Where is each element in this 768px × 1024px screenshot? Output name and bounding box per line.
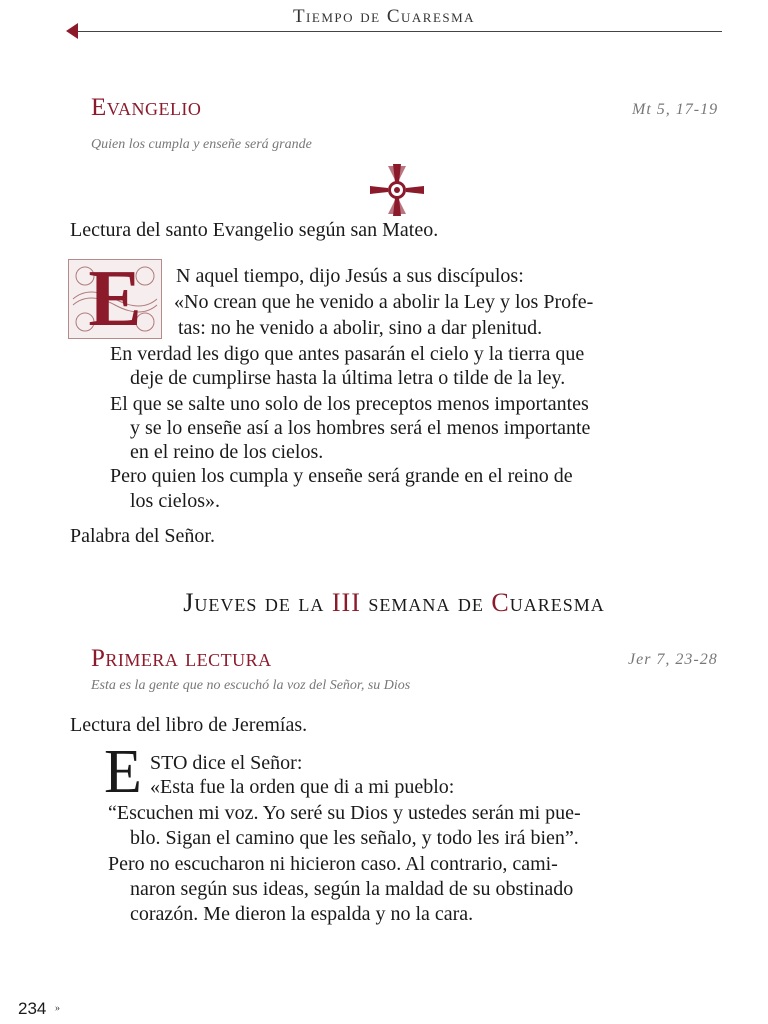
arrow-left-icon [66,23,78,39]
gospel-reference: Mt 5, 17-19 [632,101,719,118]
reading-line: «Esta fue la orden que di a mi pueblo: [150,776,455,798]
gospel-line: en el reino de los cielos. [130,441,324,463]
day-heading-season-initial: C [491,588,510,617]
gospel-subtitle: Quien los cumpla y enseñe será grande [91,137,312,152]
reading-line: naron según sus ideas, según la maldad de su obstinado [130,878,574,900]
gospel-line: El que se salte uno solo de los preceptos menos importantes [110,393,589,415]
reading-line: STO dice el Señor: [150,752,303,774]
day-heading-part: semana de [360,588,492,617]
drop-cap-initial: E [104,738,142,806]
gospel-line: Pero quien los cumpla y enseñe será grande en el reino de [110,465,573,487]
reading-line: corazón. Me dieron la espalda y no la cara. [130,903,474,925]
first-reading-subtitle: Esta es la gente que no escuchó la voz del Señor, su Dios [91,678,411,693]
gospel-line: deje de cumplirse hasta la última letra o tilde de la ley. [130,367,566,389]
header-rule [72,31,722,32]
first-reading-intro: Lectura del libro de Jeremías. [70,714,308,736]
gospel-line: y se lo enseñe así a los hombres será el menos importante [130,417,591,439]
gospel-intro: Lectura del santo Evangelio según san Mateo. [70,219,439,241]
day-heading [0,588,768,618]
page-mark: » [55,1003,60,1014]
gospel-line: En verdad les digo que antes pasarán el cielo y la tierra que [110,343,585,365]
gospel-line: «No crean que he venido a abolir la Ley y los Profe- [174,291,594,313]
first-reading-reference: Jer 7, 23-28 [628,651,718,668]
gospel-title: Evangelio [91,94,202,121]
page-number: 234 [18,999,47,1018]
gospel-line: los cielos». [130,490,220,512]
gospel-closing: Palabra del Señor. [70,525,215,547]
ornate-initial [68,255,162,343]
reading-line: Pero no escucharon ni hicieron caso. Al contrario, cami- [108,853,558,875]
day-heading-numeral: III [331,588,361,617]
gospel-line: N aquel tiempo, dijo Jesús a sus discípulos: [176,265,524,287]
day-heading-season: uaresma [509,588,605,617]
ornate-initial-letter: E [88,255,142,343]
day-heading-part: Jueves de la [183,588,332,617]
first-reading-title: Primera lectura [91,645,272,672]
gospel-line: tas: no he venido a abolir, sino a dar plenitud. [178,317,543,339]
cross-ornament-icon [368,162,426,218]
reading-line: blo. Sigan el camino que les señalo, y todo les irá bien”. [130,827,579,849]
running-title: Tiempo de Cuaresma [292,6,476,27]
reading-line: “Escuchen mi voz. Yo seré su Dios y ustedes serán mi pue- [108,802,581,824]
